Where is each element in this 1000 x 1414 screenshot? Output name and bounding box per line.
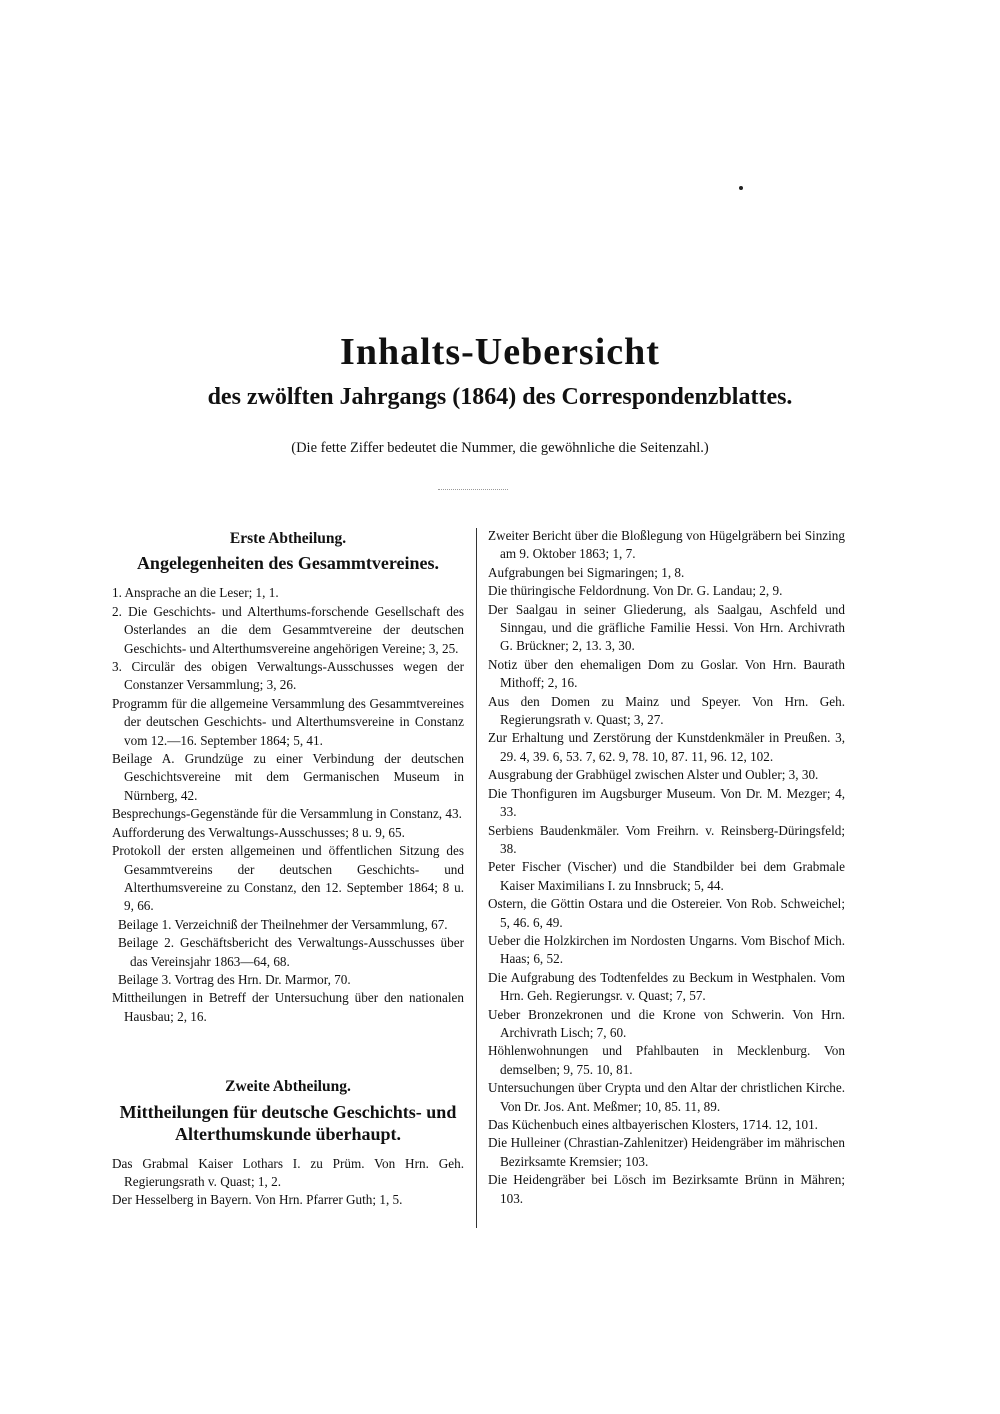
section-1-title: Angelegenheiten des Gesammtvereines. (136, 553, 440, 574)
right-column (488, 527, 845, 1208)
section-2-title: Mittheilungen für deutsche Geschichts- und Alterthumskunde überhaupt. (119, 1101, 457, 1144)
toc-entry: Zur Erhaltung und Zerstörung der Kunstdenkmäler in Preußen. 3, 29. 4, 39. 6, 53. 7, 62. 9, 78. 10, 87. 11, 96. 12, 102. (488, 730, 845, 764)
toc-entry: Serbiens Baudenkmäler. Vom Freihrn. v. Reinsberg-Düringsfeld; 38. (488, 822, 845, 856)
toc-entry: Die Hulleiner (Chrastian-Zahlenitzer) Heidengräber im mährischen Bezirksamte Kremsier; 103. (488, 1135, 845, 1169)
section-2-label: Zweite Abtheilung. (225, 1078, 351, 1096)
toc-entry: Aufforderung des Verwaltungs-Ausschusses; 8 u. 9, 65. (112, 824, 405, 840)
page-title: Inhalts-Uebersicht (340, 331, 660, 373)
toc-entry: Die Heidengräber bei Lösch im Bezirksamte Brünn in Mähren; 103. (488, 1172, 845, 1206)
toc-entry: Ausgrabung der Grabhügel zwischen Alster und Oubler; 3, 30. (488, 767, 819, 783)
ink-dot (739, 186, 743, 190)
toc-sub-entry: Beilage 3. Vortrag des Hrn. Dr. Marmor, 70. (118, 971, 351, 987)
toc-entry: Beilage A. Grundzüge zu einer Verbindung der deutschen Geschichtsvereine mit dem Germanischen Museum in Nürnberg, 42. (112, 751, 464, 803)
toc-entry: Die Aufgrabung des Todtenfeldes zu Beckum in Westphalen. Vom Hrn. Geh. Regierungsr. v. Quast; 7, 57. (488, 969, 845, 1004)
left-column (112, 530, 464, 1210)
toc-entry: Die thüringische Feldordnung. Von Dr. G. Landau; 2, 9. (488, 583, 783, 599)
toc-entry: Ueber die Holzkirchen im Nordosten Ungarns. Vom Bischof Mich. Haas; 6, 52. (488, 932, 845, 967)
toc-entry: 2. Die Geschichts- und Alterthums-forschende Gesellschaft des Osterlandes an die dem Gesammtvereine der deutschen Geschichts- und Alterthumsvereine angehörigen Vereine; 3, 25. (112, 603, 464, 656)
ornament-rule (438, 489, 508, 490)
toc-entry: Ueber Bronzekronen und die Krone von Schwerin. Von Hrn. Archivrath Lisch; 7, 60. (488, 1006, 845, 1040)
toc-sub-entry: Beilage 1. Verzeichniß der Theilnehmer der Versammlung, 67. (118, 916, 448, 932)
toc-sub-entry: Beilage 2. Geschäftsbericht des Verwaltungs-Ausschusses über das Vereinsjahr 1863—64, 68. (118, 935, 464, 969)
toc-entry: Ostern, die Göttin Ostara und die Ostereier. Von Rob. Schweichel; 5, 46. 6, 49. (488, 896, 845, 930)
toc-entry: Zweiter Bericht über die Bloßlegung von Hügelgräbern bei Sinzing am 9. Oktober 1863; 1, 7. (488, 528, 845, 562)
toc-entry: Der Saalgau in seiner Gliederung, als Saalgau, Aschfeld und Sinngau, und die gräfliche Familie Hessi. Von Hrn. Archivrath G. Brückner; 2, 13. 3, 30. (488, 601, 845, 654)
column-divider (476, 528, 477, 1228)
page-subtitle: des zwölften Jahrgangs (1864) des Correspondenzblattes. (207, 384, 793, 410)
toc-entry: Programm für die allgemeine Versammlung des Gesammtvereines der deutschen Geschichts- und Alterthumsvereine in Constanz vom 12.—16. September 1864; 5, 41. (112, 695, 464, 748)
toc-entry: Höhlenwohnungen und Pfahlbauten in Mecklenburg. Von demselben; 9, 75. 10, 81. (488, 1043, 845, 1077)
toc-entry: Das Grabmal Kaiser Lothars I. zu Prüm. Von Hrn. Geh. Regierungsrath v. Quast; 1, 2. (112, 1155, 464, 1189)
toc-entry: Der Hesselberg in Bayern. Von Hrn. Pfarrer Guth; 1, 5. (112, 1192, 403, 1208)
toc-entry: Besprechungs-Gegenstände für die Versammlung in Constanz, 43. (112, 806, 462, 822)
toc-entry: Aus den Domen zu Mainz und Speyer. Von Hrn. Geh. Regierungsrath v. Quast; 3, 27. (488, 693, 845, 728)
toc-entry: Das Küchenbuch eines altbayerischen Klosters, 1714. 12, 101. (488, 1117, 818, 1132)
legend-note: (Die fette Ziffer bedeutet die Nummer, die gewöhnliche die Seitenzahl.) (291, 440, 709, 456)
toc-entry: 3. Circulär des obigen Verwaltungs-Ausschusses wegen der Constanzer Versammlung; 3, 26. (112, 659, 464, 693)
toc-entry: 1. Ansprache an die Leser; 1, 1. (112, 585, 279, 601)
toc-entry: Protokoll der ersten allgemeinen und öffentlichen Sitzung des Gesammtvereins der deutschen Geschichts- und Alterthumsvereine zu Constanz, den 12. September 1864; 8 u. 9, 66. (112, 843, 464, 914)
section-1-label: Erste Abtheilung. (229, 530, 347, 547)
toc-entry: Die Thonfiguren im Augsburger Museum. Von Dr. M. Mezger; 4, 33. (488, 785, 845, 820)
toc-entry: Mittheilungen in Betreff der Untersuchung über den nationalen Hausbau; 2, 16. (112, 990, 464, 1024)
toc-entry: Untersuchungen über Crypta und den Altar der christlichen Kirche. Von Dr. Jos. Ant. Meßmer; 10, 85. 11, 89. (488, 1080, 845, 1114)
toc-entry: Peter Fischer (Vischer) und die Standbilder bei dem Grabmale Kaiser Maximilians I. zu Innsbruck; 5, 44. (488, 859, 845, 893)
toc-entry: Aufgrabungen bei Sigmaringen; 1, 8. (488, 564, 685, 580)
toc-entry: Notiz über den ehemaligen Dom zu Goslar. Von Hrn. Baurath Mithoff; 2, 16. (488, 656, 845, 691)
